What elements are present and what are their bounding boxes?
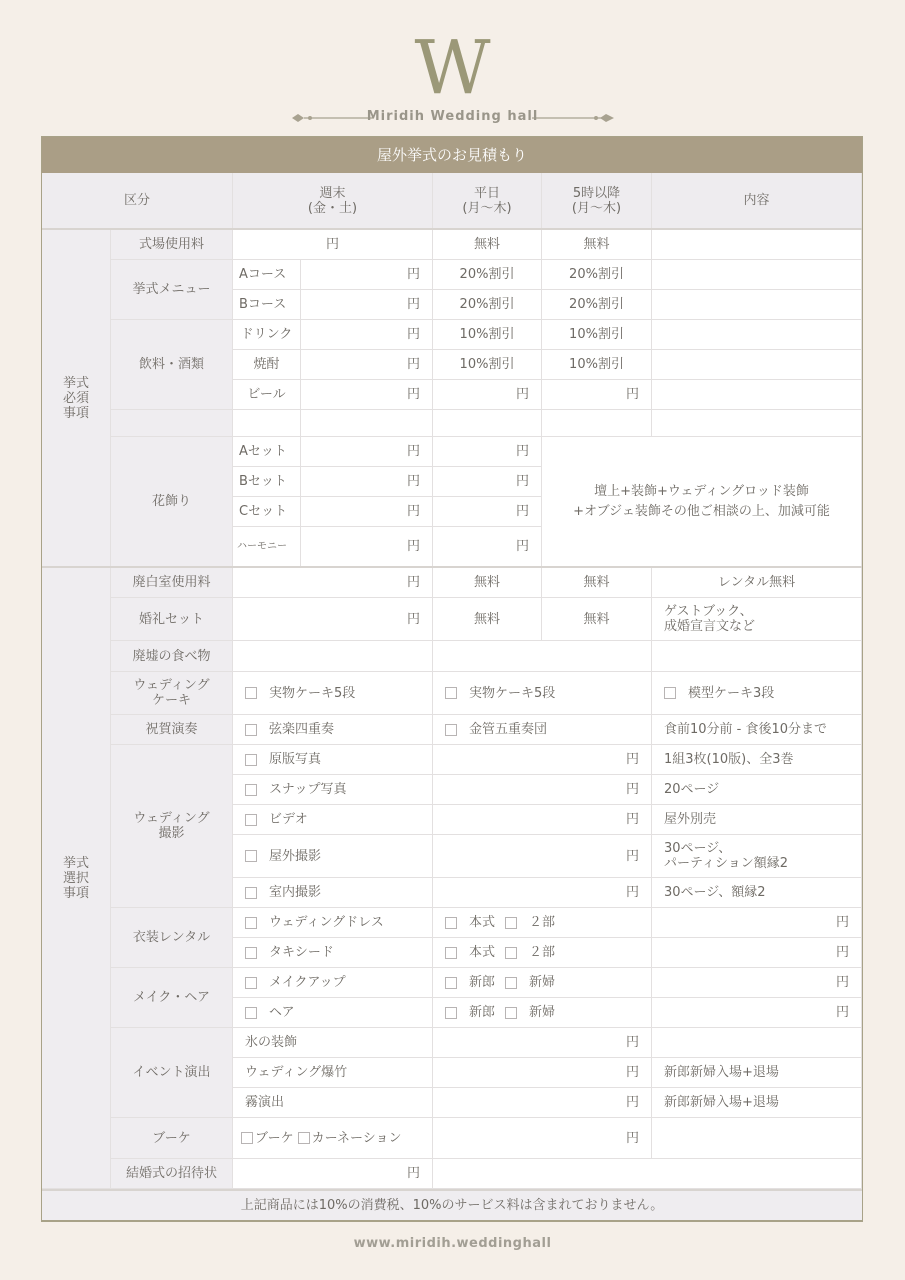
set-a-weekday[interactable]: 円 (433, 437, 542, 467)
checkbox-icon[interactable] (245, 850, 257, 862)
cake-label: ウェディング ケーキ (111, 672, 233, 715)
checkbox-icon[interactable] (445, 947, 457, 959)
brand-name: Miridih Wedding hall (366, 109, 539, 124)
set-b-weekday[interactable]: 円 (433, 467, 542, 497)
empty-label-cell (111, 410, 233, 437)
set-c-weekday[interactable]: 円 (433, 497, 542, 527)
checkbox-icon[interactable] (445, 724, 457, 736)
option-label: 新婦 (529, 975, 556, 990)
set-b-weekend[interactable]: 円 (301, 467, 433, 497)
waiting-room-weekday: 無料 (433, 568, 542, 598)
course-b-after5: 20%割引 (542, 290, 652, 320)
music-option-2-label: 金管五重奏団 (469, 722, 548, 737)
venue-fee-label: 式場使用料 (111, 230, 233, 260)
course-b-content[interactable] (652, 290, 862, 320)
photo-video-label: ビデオ (269, 812, 308, 827)
event-firecracker-content: 新郎新婦入場+退場 (652, 1058, 862, 1088)
cake-option-3-label: 模型ケーキ3段 (688, 685, 775, 701)
checkbox-icon[interactable] (245, 754, 257, 766)
beer-content[interactable] (652, 380, 862, 410)
wedding-set-after5: 無料 (542, 598, 652, 641)
invitation-label: 結婚式の招待状 (111, 1159, 233, 1189)
photo-video-price[interactable]: 円 (433, 805, 652, 835)
header-after5: 5時以降 (月〜木) (542, 173, 652, 229)
photo-original-price[interactable]: 円 (433, 745, 652, 775)
section-optional-label: 挙式 選択 事項 (42, 568, 111, 1189)
invitation-price[interactable]: 円 (233, 1159, 433, 1189)
course-a-content[interactable] (652, 260, 862, 290)
photo-video-content: 屋外別売 (652, 805, 862, 835)
ruin-food-weekend[interactable] (233, 641, 433, 672)
beer-weekday[interactable]: 円 (433, 380, 542, 410)
venue-fee-weekend[interactable]: 円 (233, 230, 433, 260)
flowers-content: 壇上+装飾+ウェディングロッド装飾 +オブジェ装飾その他ご相談の上、加減可能 (542, 437, 862, 567)
option-label: 新婦 (529, 1005, 556, 1020)
beer-weekend[interactable]: 円 (301, 380, 433, 410)
photo-outdoor-price[interactable]: 円 (433, 835, 652, 878)
photo-snap[interactable] (233, 775, 433, 805)
event-ice-content (652, 1028, 862, 1058)
course-a-after5: 20%割引 (542, 260, 652, 290)
waiting-room-content: レンタル無料 (652, 568, 862, 598)
harmony-weekend[interactable]: 円 (301, 527, 433, 567)
drink-content[interactable] (652, 320, 862, 350)
venue-fee-weekday: 無料 (433, 230, 542, 260)
costume-dress[interactable] (233, 908, 433, 938)
set-a-label: Aセット (233, 437, 301, 467)
event-fog-content: 新郎新婦入場+退場 (652, 1088, 862, 1118)
bouquet-label: ブーケ (111, 1118, 233, 1159)
checkbox-icon[interactable] (664, 687, 676, 699)
ceremony-menu-label: 挙式メニュー (111, 260, 233, 320)
makeup-price[interactable]: 円 (652, 968, 862, 998)
checkbox-icon[interactable] (445, 977, 457, 989)
course-b-weekend[interactable]: 円 (301, 290, 433, 320)
drink-weekend[interactable]: 円 (301, 320, 433, 350)
costume-dress-price[interactable]: 円 (652, 908, 862, 938)
waiting-room-after5: 無料 (542, 568, 652, 598)
checkbox-icon[interactable] (505, 977, 517, 989)
checkbox-icon[interactable] (245, 784, 257, 796)
costume-dress-options[interactable] (433, 908, 652, 938)
events-label: イベント演出 (111, 1028, 233, 1118)
course-b-weekday: 20%割引 (433, 290, 542, 320)
section-required-label: 挙式 必須 事項 (42, 230, 111, 567)
costume-tuxedo-options[interactable] (433, 938, 652, 968)
set-c-weekend[interactable]: 円 (301, 497, 433, 527)
costume-label: 衣装レンタル (111, 908, 233, 968)
costume-tuxedo-price[interactable]: 円 (652, 938, 862, 968)
drinks-label: 飲料・酒類 (111, 320, 233, 410)
header-content: 内容 (652, 173, 862, 229)
photo-indoor-price[interactable]: 円 (433, 878, 652, 908)
event-ice-label: 氷の装飾 (233, 1028, 433, 1058)
venue-fee-content[interactable] (652, 230, 862, 260)
photo-snap-content: 20ページ (652, 775, 862, 805)
shochu-weekday: 10%割引 (433, 350, 542, 380)
hair-item-label: ヘア (269, 1005, 295, 1020)
wedding-set-content: ゲストブック、 成婚宣言文など (652, 598, 862, 641)
music-label: 祝賀演奏 (111, 715, 233, 745)
empty-cell[interactable] (233, 410, 301, 437)
ruin-food-content[interactable] (652, 641, 862, 672)
empty-cell[interactable] (542, 410, 652, 437)
hair-item[interactable] (233, 998, 433, 1028)
beer-label: ビール (233, 380, 301, 410)
wedding-set-weekend[interactable]: 円 (233, 598, 433, 641)
shochu-label: 焼酎 (233, 350, 301, 380)
shochu-content[interactable] (652, 350, 862, 380)
makeup-item-label: メイクアップ (269, 975, 346, 990)
option-label: ２部 (529, 945, 556, 960)
cake-option-2-label: 実物ケーキ5段 (469, 685, 556, 701)
cake-option-1[interactable] (233, 672, 433, 715)
checkbox-icon[interactable] (298, 1132, 310, 1144)
header-weekday: 平日 (月〜木) (433, 173, 542, 229)
option-label: 新郎 (469, 1005, 496, 1020)
photo-indoor-label: 室内撮影 (269, 885, 322, 900)
photo-outdoor-label: 屋外撮影 (269, 848, 322, 864)
invitation-content[interactable] (433, 1159, 862, 1189)
makeup-label: メイク・ヘア (111, 968, 233, 1028)
photo-original[interactable] (233, 745, 433, 775)
harmony-label: ハーモニー (233, 527, 301, 567)
venue-fee-after5: 無料 (542, 230, 652, 260)
flowers-label: 花飾り (111, 437, 233, 567)
costume-tuxedo-label: タキシード (269, 945, 334, 960)
music-option-2[interactable] (433, 715, 652, 745)
checkbox-icon[interactable] (245, 814, 257, 826)
checkbox-icon[interactable] (245, 724, 257, 736)
makeup-options[interactable] (433, 968, 652, 998)
checkbox-icon[interactable] (445, 917, 457, 929)
option-label: ２部 (529, 915, 556, 930)
hair-price[interactable]: 円 (652, 998, 862, 1028)
cake-option-2[interactable] (433, 672, 652, 715)
option-label: 本式 (469, 945, 496, 960)
photo-snap-price[interactable]: 円 (433, 775, 652, 805)
header-weekend: 週末 (金・土) (233, 173, 433, 229)
wedding-set-label: 婚礼セット (111, 598, 233, 641)
checkbox-icon[interactable] (245, 887, 257, 899)
photo-outdoor[interactable] (233, 835, 433, 878)
music-option-1[interactable] (233, 715, 433, 745)
set-a-weekend[interactable]: 円 (301, 437, 433, 467)
option-label: カーネーション (311, 1130, 402, 1146)
beer-after5[interactable]: 円 (542, 380, 652, 410)
footer-url: www.miridih.weddinghall (353, 1236, 552, 1251)
costume-tuxedo[interactable] (233, 938, 433, 968)
ruin-food-weekday[interactable] (433, 641, 652, 672)
checkbox-icon[interactable] (505, 917, 517, 929)
set-c-label: Cセット (233, 497, 301, 527)
event-firecracker-label: ウェディング爆竹 (233, 1058, 433, 1088)
photo-label: ウェディング 撮影 (111, 745, 233, 908)
course-a-weekday: 20%割引 (433, 260, 542, 290)
checkbox-icon[interactable] (445, 687, 457, 699)
photo-outdoor-content: 30ページ、 パーティション額縁2 (652, 835, 862, 878)
photo-original-content: 1組3枚(10版)、全3巻 (652, 745, 862, 775)
header-category: 区分 (42, 173, 233, 229)
checkbox-icon[interactable] (505, 1007, 517, 1019)
course-a-label: Aコース (233, 260, 301, 290)
set-b-label: Bセット (233, 467, 301, 497)
checkbox-icon[interactable] (245, 1007, 257, 1019)
cake-option-3[interactable] (652, 672, 862, 715)
bouquet-options[interactable] (233, 1118, 433, 1159)
table-title: 屋外挙式のお見積もり (42, 137, 862, 173)
drink-label: ドリンク (233, 320, 301, 350)
waiting-room-label: 廃白室使用料 (111, 568, 233, 598)
shochu-weekend[interactable]: 円 (301, 350, 433, 380)
option-label: ブーケ (255, 1130, 294, 1146)
music-content: 食前10分前 - 食後10分まで (652, 715, 862, 745)
drink-after5: 10%割引 (542, 320, 652, 350)
checkbox-icon[interactable] (245, 947, 257, 959)
event-fog-label: 霧演出 (233, 1088, 433, 1118)
ruin-food-label: 廃墟の食べ物 (111, 641, 233, 672)
option-label: 新郎 (469, 975, 496, 990)
checkbox-icon[interactable] (245, 917, 257, 929)
drink-weekday: 10%割引 (433, 320, 542, 350)
checkbox-icon[interactable] (241, 1132, 253, 1144)
option-label: 本式 (469, 915, 496, 930)
tax-note: 上記商品には10%の消費税、10%のサービス料は含まれておりません。 (42, 1189, 862, 1220)
bouquet-content[interactable] (652, 1118, 862, 1159)
event-ice-price[interactable]: 円 (433, 1028, 652, 1058)
course-a-weekend[interactable]: 円 (301, 260, 433, 290)
bouquet-price[interactable]: 円 (433, 1118, 652, 1159)
harmony-weekday[interactable]: 円 (433, 527, 542, 567)
empty-cell[interactable] (652, 410, 862, 437)
photo-video[interactable] (233, 805, 433, 835)
photo-snap-label: スナップ写真 (269, 782, 347, 797)
event-fog-price[interactable]: 円 (433, 1088, 652, 1118)
wedding-set-weekday: 無料 (433, 598, 542, 641)
empty-cell[interactable] (301, 410, 433, 437)
checkbox-icon[interactable] (245, 977, 257, 989)
course-b-label: Bコース (233, 290, 301, 320)
photo-original-label: 原版写真 (269, 752, 322, 767)
checkbox-icon[interactable] (505, 947, 517, 959)
cake-option-1-label: 実物ケーキ5段 (269, 685, 356, 701)
costume-dress-label: ウェディングドレス (269, 915, 384, 930)
makeup-item[interactable] (233, 968, 433, 998)
checkbox-icon[interactable] (245, 687, 257, 699)
music-option-1-label: 弦楽四重奏 (269, 722, 335, 737)
photo-indoor[interactable] (233, 878, 433, 908)
shochu-after5: 10%割引 (542, 350, 652, 380)
checkbox-icon[interactable] (445, 1007, 457, 1019)
empty-cell[interactable] (433, 410, 542, 437)
hair-options[interactable] (433, 998, 652, 1028)
event-firecracker-price[interactable]: 円 (433, 1058, 652, 1088)
photo-indoor-content: 30ページ、額縁2 (652, 878, 862, 908)
waiting-room-weekend[interactable]: 円 (233, 568, 433, 598)
logo-letter: W (414, 25, 491, 111)
